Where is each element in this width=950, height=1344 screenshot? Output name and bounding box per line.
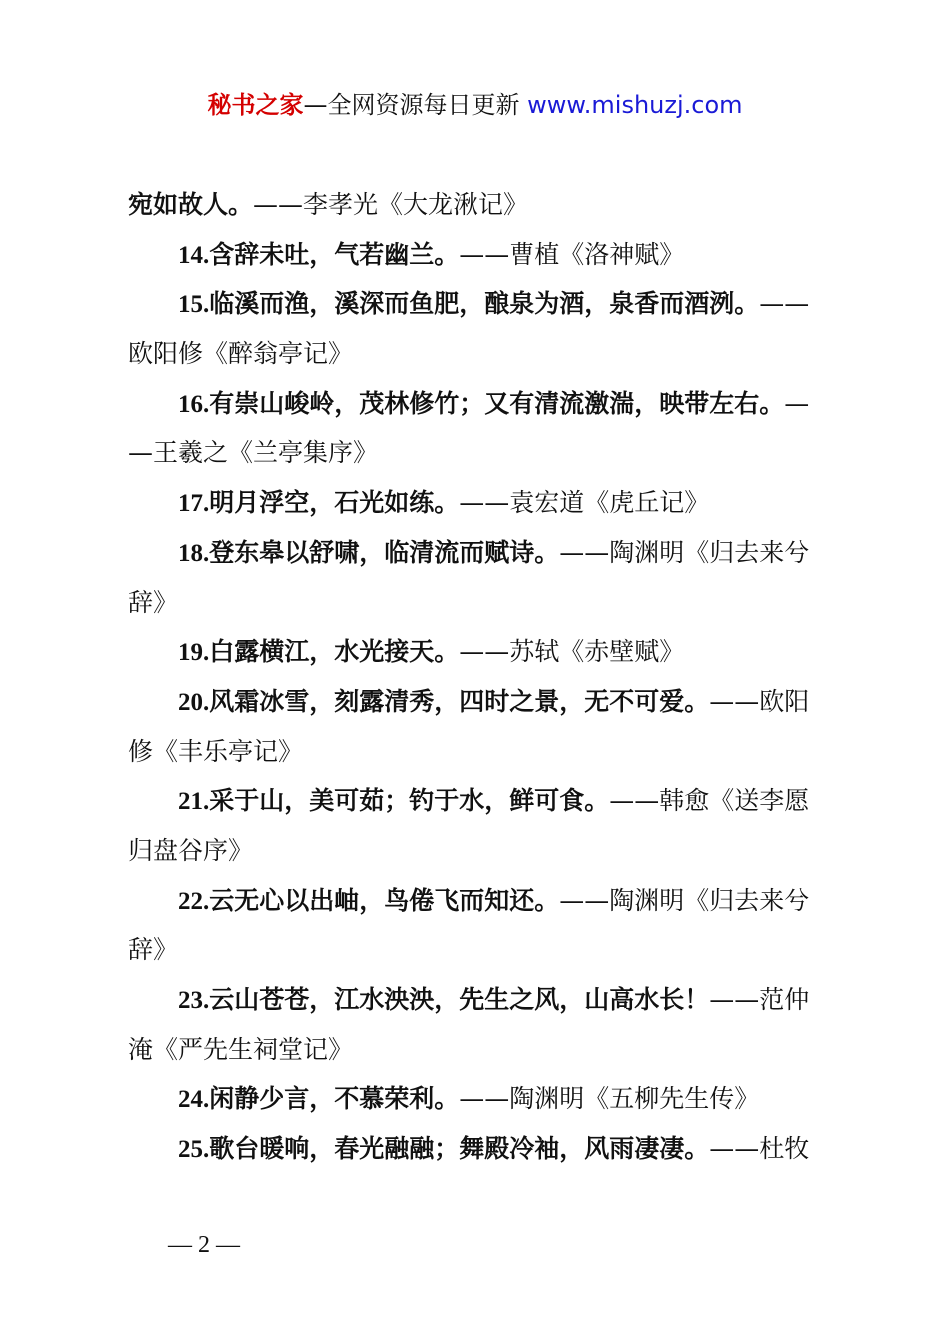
item-number: 16. xyxy=(178,390,210,418)
quote-text: 明月浮空，石光如练。 xyxy=(209,488,460,518)
quote-source: — xyxy=(784,388,810,418)
quote-source: ——韩愈《送李愿 xyxy=(609,786,810,816)
page-header xyxy=(0,86,950,124)
quote-source: ——李孝光《大龙湫记》 xyxy=(253,190,529,219)
text-line xyxy=(128,1025,833,1075)
quote-text: 有崇山峻岭，茂林修竹；又有清流激湍，映带左右。 xyxy=(209,388,785,418)
text-line xyxy=(128,677,833,727)
item-number: 25. xyxy=(178,1136,210,1164)
text-line xyxy=(128,975,833,1025)
quote-text: 采于山，美可茹；钓于水，鲜可食。 xyxy=(209,786,610,816)
text-line xyxy=(128,925,833,975)
quote-text: 云无心以出岫，鸟倦飞而知还。 xyxy=(209,885,560,915)
item-number: 22. xyxy=(178,887,210,915)
quote-text: 白露横江，水光接天。 xyxy=(209,637,460,667)
quote-source: 归盘谷序》 xyxy=(128,835,254,865)
quote-source: 辞》 xyxy=(128,587,179,617)
item-number: 19. xyxy=(178,639,210,667)
text-line xyxy=(128,279,833,329)
quote-text: 宛如故人。 xyxy=(128,190,254,219)
site-tagline: —全网资源每日更新 xyxy=(303,91,528,119)
quote-source: 欧阳修《醉翁亭记》 xyxy=(128,339,354,369)
text-line xyxy=(128,578,833,628)
text-line xyxy=(128,1124,833,1174)
document-body xyxy=(128,180,833,1174)
quote-text: 含辞未吐，气若幽兰。 xyxy=(209,239,460,269)
item-number: 14. xyxy=(178,241,210,269)
quote-text: 云山苍苍，江水泱泱，先生之风，山高水长！ xyxy=(209,985,710,1014)
text-line xyxy=(128,478,833,528)
quote-source: ——范仲 xyxy=(709,985,810,1014)
quote-source: ——陶渊明《归去来兮 xyxy=(559,885,810,915)
quote-source: ——袁宏道《虎丘记》 xyxy=(459,488,710,518)
quote-source: 修《丰乐亭记》 xyxy=(128,736,304,766)
quote-text: 闲静少言，不慕荣利。 xyxy=(209,1084,460,1114)
item-number: 24. xyxy=(178,1086,210,1114)
page-number: — 2 — xyxy=(168,1232,240,1258)
quote-source: ——杜牧 xyxy=(709,1134,810,1164)
text-line xyxy=(128,379,833,429)
text-line xyxy=(128,1074,833,1124)
item-number: 15. xyxy=(178,291,210,319)
text-line xyxy=(128,428,833,478)
item-number: 17. xyxy=(178,490,210,518)
quote-source: —— xyxy=(759,289,810,319)
quote-source: ——陶渊明《五柳先生传》 xyxy=(459,1084,760,1114)
site-url-link[interactable]: www.mishuzj.com xyxy=(527,91,743,119)
quote-source: ——曹植《洛神赋》 xyxy=(459,239,685,269)
site-brand: 秘书之家 xyxy=(207,91,304,119)
quote-text: 临溪而渔，溪深而鱼肥，酿泉为酒，泉香而酒洌。 xyxy=(209,289,760,319)
text-line xyxy=(128,230,833,280)
quote-text: 歌台暖响，春光融融；舞殿冷袖，风雨凄凄。 xyxy=(209,1134,710,1164)
quote-text: 登东皋以舒啸，临清流而赋诗。 xyxy=(209,537,560,567)
item-number: 18. xyxy=(178,539,210,567)
quote-source: 淹《严先生祠堂记》 xyxy=(128,1034,354,1064)
quote-source: —王羲之《兰亭集序》 xyxy=(128,438,379,468)
text-line xyxy=(128,826,833,876)
quote-source: ——陶渊明《归去来兮 xyxy=(559,537,810,567)
item-number: 21. xyxy=(178,788,210,816)
quote-source: ——欧阳 xyxy=(709,686,810,716)
quote-source: 辞》 xyxy=(128,935,179,965)
item-number: 23. xyxy=(178,987,210,1014)
item-number: 20. xyxy=(178,688,210,716)
text-line xyxy=(128,727,833,777)
text-line xyxy=(128,528,833,578)
text-line xyxy=(128,180,833,230)
text-line xyxy=(128,329,833,379)
quote-source: ——苏轼《赤壁赋》 xyxy=(459,637,685,667)
text-line xyxy=(128,876,833,926)
text-line xyxy=(128,627,833,677)
quote-text: 风霜冰雪，刻露清秀，四时之景，无不可爱。 xyxy=(209,686,710,716)
text-line xyxy=(128,776,833,826)
